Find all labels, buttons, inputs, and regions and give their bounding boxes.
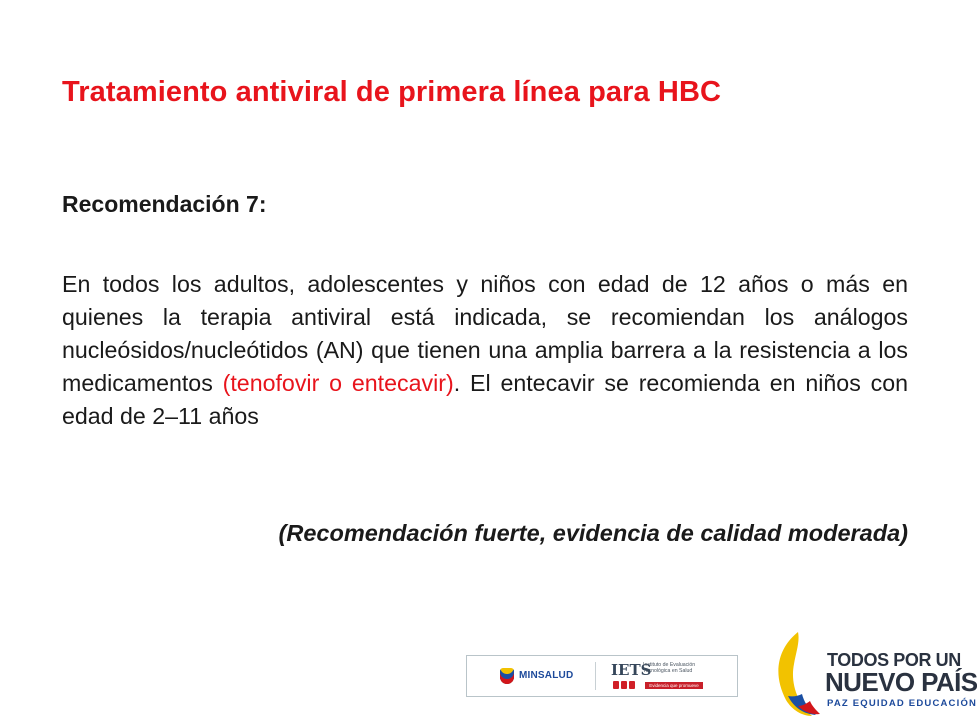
body-text-part2: . El entecavir se recomienda en niños con edad de 2–11 años (62, 370, 909, 429)
tppu-line1: TODOS POR UN (827, 650, 961, 670)
colombia-shield-icon (500, 668, 514, 684)
iets-mark: IETS (611, 661, 652, 679)
iets-institute-name: Instituto de Evaluación Tecnológica en Salud (643, 662, 696, 674)
drug-names-highlight: (tenofovir o entecavir) (222, 370, 454, 396)
recommendation-strength: (Recomendación fuerte, evidencia de calidad moderada) (278, 520, 908, 546)
slide-title: Tratamiento antiviral de primera línea para HBC (62, 76, 722, 108)
body-text-part1: En todos los adultos, adolescentes y niños con edad de 12 años o más en quienes la terapia antiviral está indicada, se recomiendan los análogos nucleósidos/nucleótidos (AN) que tienen una amplia barrera a la resistencia a los medicamentos (62, 271, 908, 396)
minsalud-label: MINSALUD (519, 670, 574, 681)
iets-figures-icon (613, 681, 635, 689)
todos-por-un-nuevo-pais-logo (768, 628, 977, 718)
recommendation-body (62, 268, 908, 433)
tppu-line2: NUEVO PAÍS (825, 667, 977, 697)
iets-tagline: Evidencia que promueve Confianza (645, 682, 703, 689)
iets-logo (607, 659, 731, 693)
colombia-flag-swoosh-icon (768, 628, 828, 718)
partner-logos-strip (466, 655, 738, 697)
minsalud-logo (477, 662, 596, 690)
recommendation-heading: Recomendación 7: (62, 191, 267, 217)
tppu-line3: PAZ EQUIDAD EDUCACIÓN (827, 698, 977, 709)
